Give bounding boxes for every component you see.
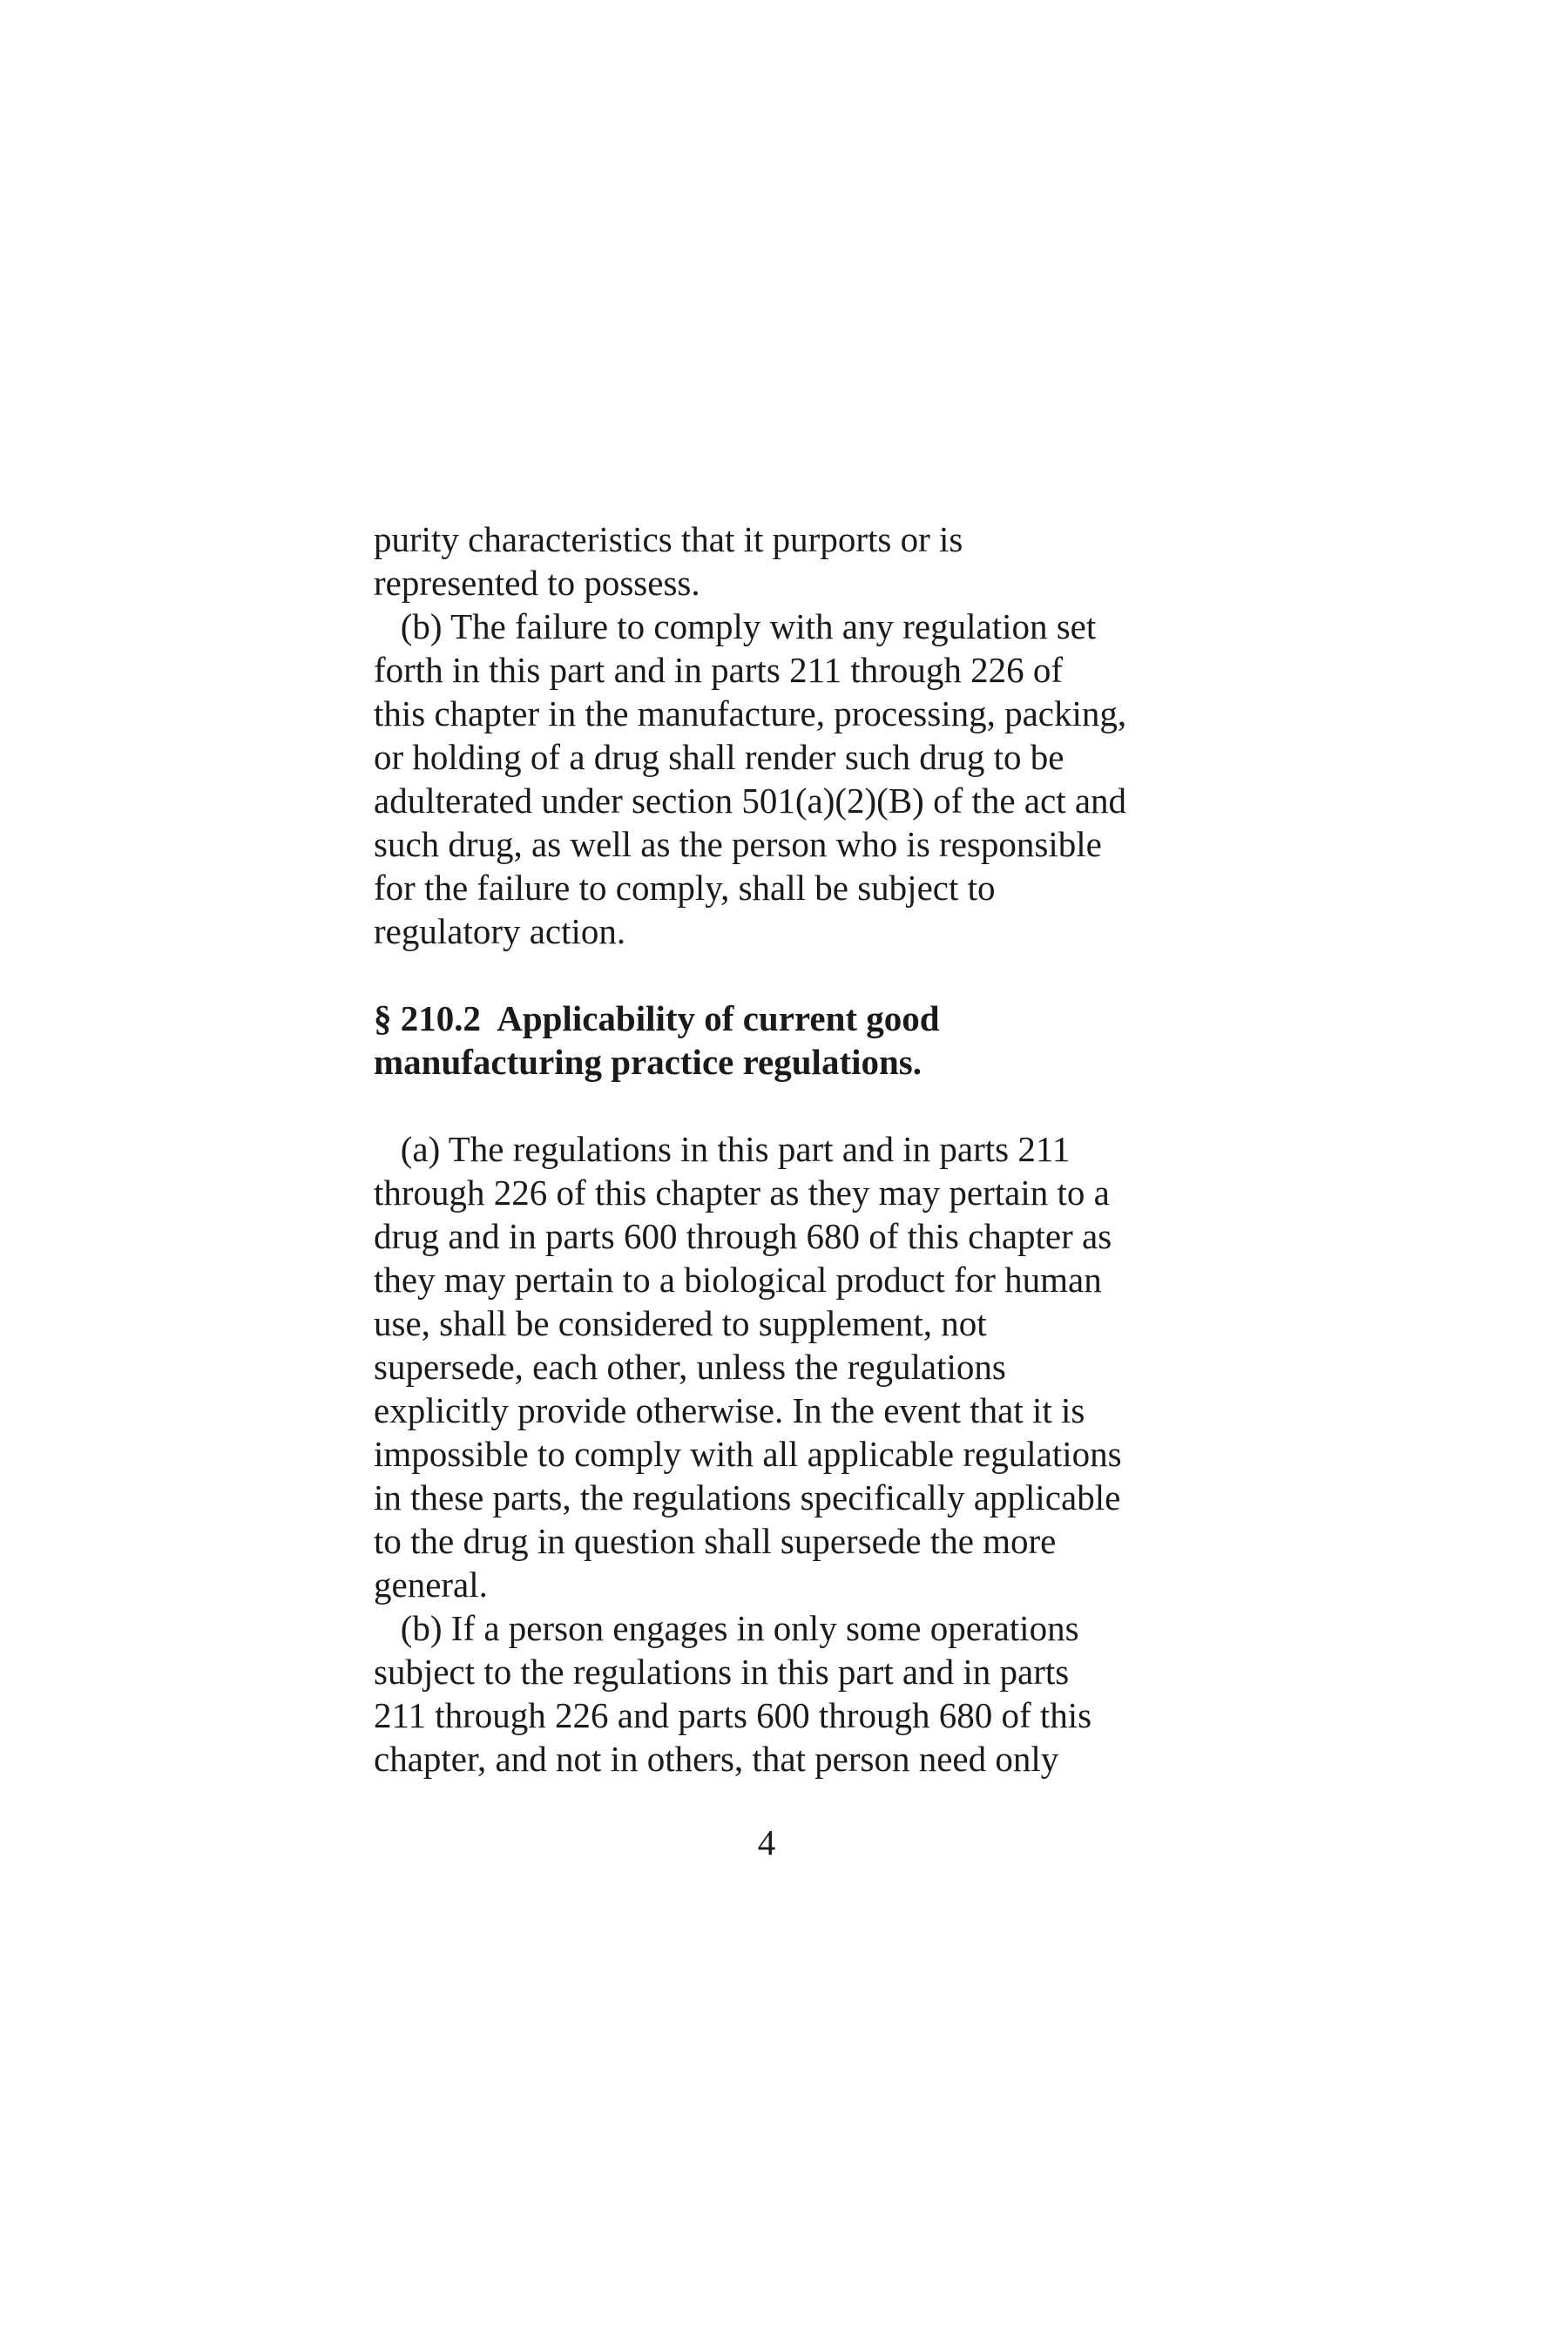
paragraph-gap (374, 1084, 1158, 1127)
section-heading (374, 997, 1158, 1084)
paragraph-b-failure-to-comply (374, 605, 1158, 953)
text-line: use, shall be considered to supplement, not (374, 1303, 987, 1343)
text-line: such drug, as well as the person who is responsible (374, 824, 1102, 864)
section-heading-line: § 210.2 Applicability of current good (374, 998, 940, 1038)
text-line: impossible to comply with all applicable regulations (374, 1434, 1122, 1474)
text-line: they may pertain to a biological product for human (374, 1260, 1102, 1300)
text-line: (a) The regulations in this part and in parts 211 (374, 1129, 1071, 1169)
text-line: subject to the regulations in this part and in parts (374, 1652, 1070, 1692)
section-heading-line: manufacturing practice regulations. (374, 1042, 922, 1082)
text-line: general. (374, 1565, 488, 1605)
text-line: or holding of a drug shall render such drug to be (374, 737, 1064, 777)
text-line: represented to possess. (374, 563, 700, 603)
paragraph-b-some-operations (374, 1606, 1158, 1781)
text-line: purity characteristics that it purports or is (374, 519, 963, 559)
text-line: for the failure to comply, shall be subject to (374, 868, 996, 908)
paragraph-gap (374, 953, 1158, 997)
text-line: in these parts, the regulations specifically applicable (374, 1477, 1121, 1517)
text-line: chapter, and not in others, that person need only (374, 1739, 1059, 1779)
text-line: adulterated under section 501(a)(2)(B) of the act and (374, 781, 1127, 821)
text-line: (b) If a person engages in only some operations (374, 1608, 1079, 1648)
text-line: through 226 of this chapter as they may pertain to a (374, 1173, 1110, 1213)
paragraph-purity-continuation (374, 517, 1158, 605)
text-line: regulatory action. (374, 911, 626, 951)
paragraph-a-regulations-supplement (374, 1127, 1158, 1606)
text-line: supersede, each other, unless the regulations (374, 1347, 1006, 1387)
document-body (374, 517, 1158, 1781)
page-number: 4 (757, 1822, 776, 1862)
text-line: 211 through 226 and parts 600 through 680 of this (374, 1695, 1092, 1735)
text-line: (b) The failure to comply with any regulation set (374, 606, 1097, 646)
text-line: drug and in parts 600 through 680 of this chapter as (374, 1216, 1112, 1256)
text-line: to the drug in question shall supersede the more (374, 1521, 1057, 1561)
text-line: explicitly provide otherwise. In the event that it is (374, 1390, 1085, 1430)
text-line: forth in this part and in parts 211 through 226 of (374, 650, 1064, 690)
text-line: this chapter in the manufacture, processing, packing, (374, 693, 1127, 733)
